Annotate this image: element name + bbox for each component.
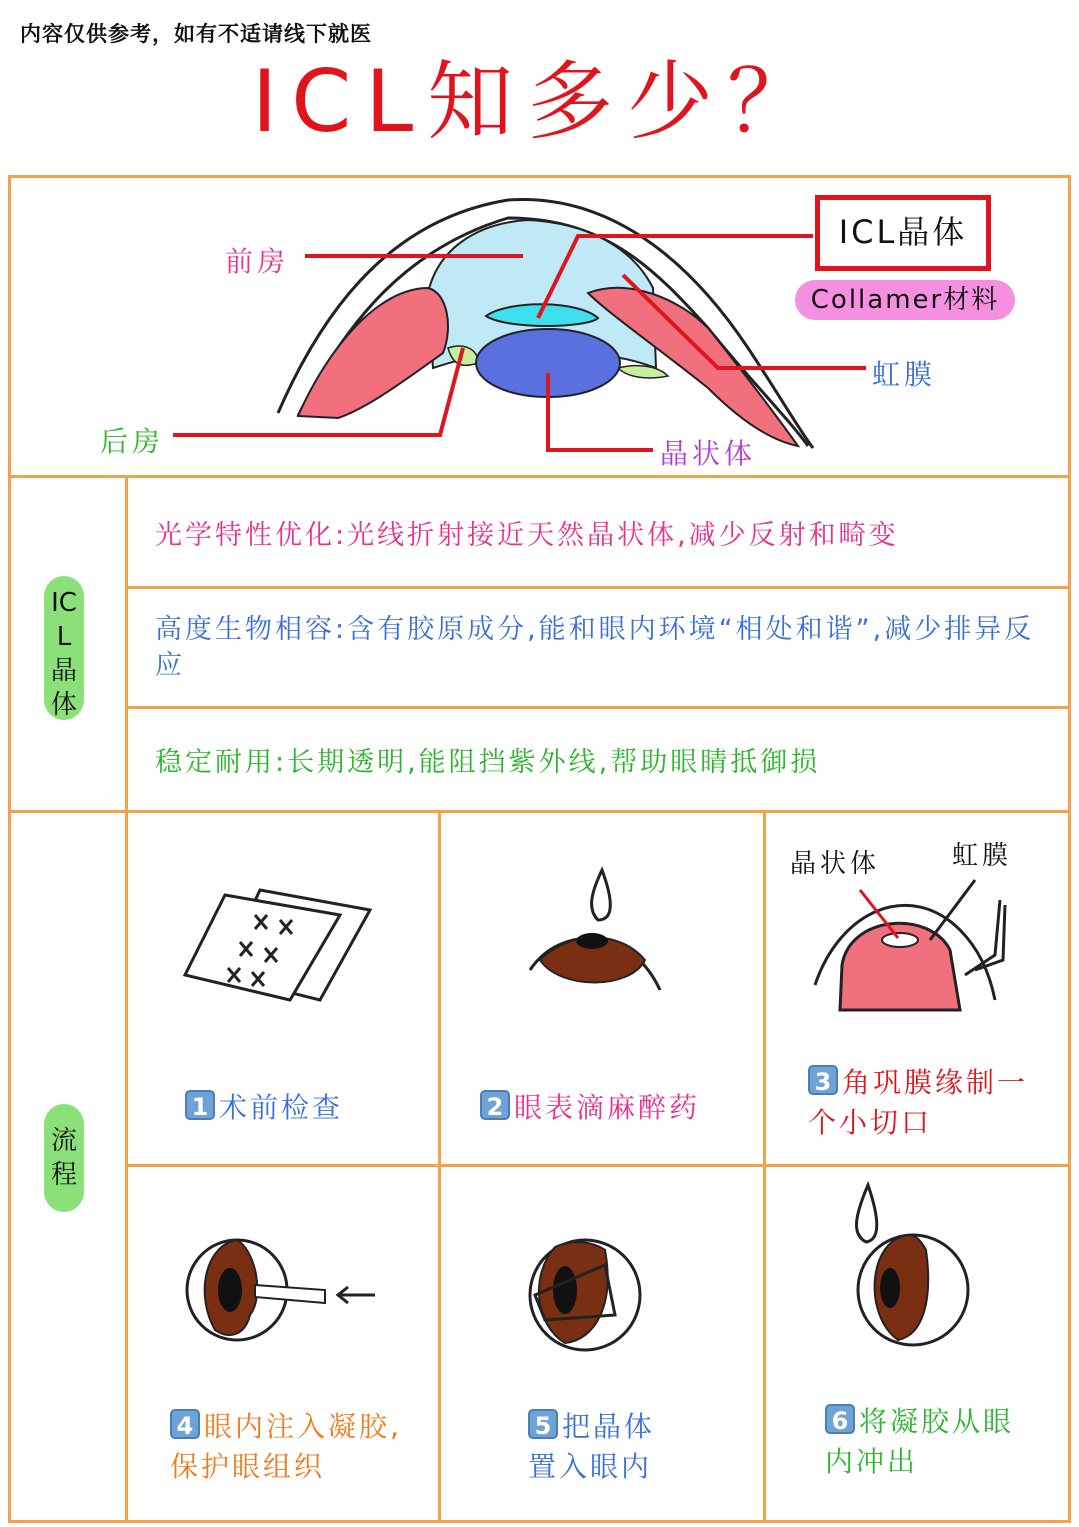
rinse-eye-icon: [848, 1180, 978, 1350]
divider-feature-2: [125, 706, 1071, 709]
label-posterior-chamber: 后房: [100, 425, 165, 458]
step-6: [825, 1402, 1025, 1482]
divider-diagram: [8, 475, 1071, 478]
lens-insert-eye-icon: [525, 1235, 655, 1355]
label-anterior-chamber: 前房: [225, 245, 290, 278]
divider-step-col-2: [763, 810, 766, 1523]
injection-eye-icon: [185, 1235, 385, 1345]
step-4: [170, 1407, 420, 1487]
step-4-number: 4: [170, 1409, 200, 1439]
step-3: [808, 1063, 1038, 1143]
feature-durable: 稳定耐用:长期透明,能阻挡紫外线,帮助眼睛抵御损: [155, 747, 821, 778]
step-1-number: 1: [185, 1090, 215, 1120]
step-6-number: 6: [825, 1404, 855, 1434]
icl-section-pill: ICL晶体: [44, 576, 84, 720]
step-6-text: 将凝胶从眼内冲出: [825, 1405, 1015, 1478]
divider-left-column: [125, 475, 128, 1523]
divider-steps-row: [125, 1164, 1071, 1167]
step-3-label-iris: 虹膜: [952, 841, 1013, 871]
label-icl-lens: ICL晶体: [815, 195, 991, 271]
step-3-text: 角巩膜缘制一个小切口: [808, 1066, 1029, 1139]
step-1-text: 术前检查: [219, 1091, 344, 1124]
step-1: [185, 1088, 343, 1128]
left-iris: [298, 288, 448, 418]
feature-optics: 光学特性优化:光线折射接近天然晶状体,减少反射和畸变: [155, 520, 899, 551]
step-2-number: 2: [480, 1090, 510, 1120]
checklist-papers-icon: [180, 870, 380, 1010]
label-iris: 虹膜: [872, 358, 937, 391]
feature-biocompatible: 高度生物相容:含有胶原成分,能和眼内环境“相处和谐”,减少排异反应: [155, 614, 1035, 681]
label-collamer-material: Collamer材料: [795, 280, 1015, 320]
posterior-chamber-right: [618, 366, 668, 378]
eye-drop-icon: [520, 865, 670, 995]
step-5: [528, 1407, 678, 1487]
step-5-text: 把晶体置入眼内: [528, 1410, 656, 1483]
step-4-text: 眼内注入凝胶,保护眼组织: [170, 1410, 402, 1483]
incision-icon: [800, 870, 1015, 1020]
step-3-number: 3: [808, 1065, 838, 1095]
process-section-pill: 流程: [44, 1104, 84, 1212]
disclaimer: 内容仅供参考，如有不适请线下就医: [20, 22, 372, 46]
divider-icl-section: [8, 810, 1071, 813]
divider-step-col-1: [438, 810, 441, 1523]
divider-feature-1: [125, 586, 1071, 589]
label-natural-lens: 晶状体: [660, 437, 757, 470]
step-2: [480, 1088, 700, 1128]
step-3-label-lens: 晶状体: [790, 849, 881, 879]
page-title: ICL知多少？: [251, 52, 828, 152]
step-2-text: 眼表滴麻醉药: [514, 1091, 701, 1124]
step-5-number: 5: [528, 1409, 558, 1439]
